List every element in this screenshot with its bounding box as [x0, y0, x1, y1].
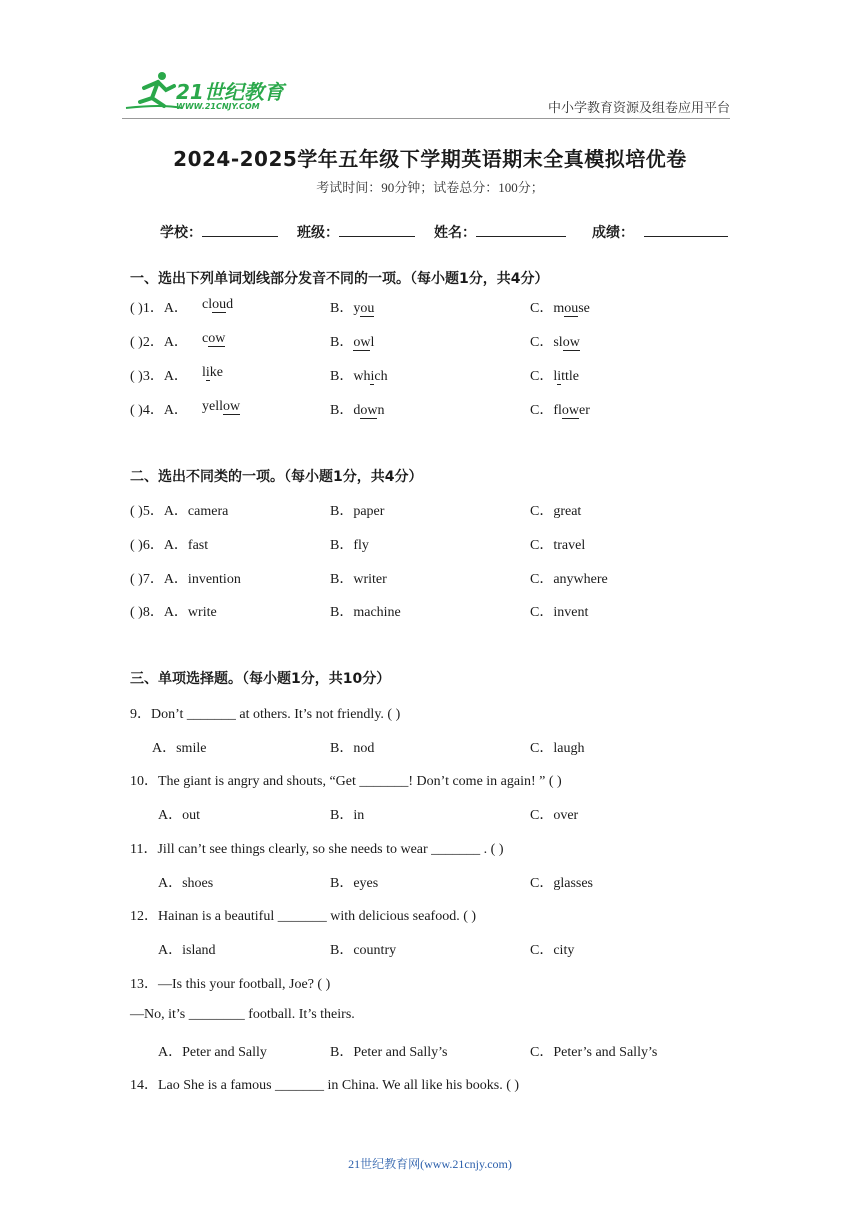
school-field: 学校： [160, 222, 278, 242]
exam-info: 考试时间：90分钟；试卷总分：100分； [316, 180, 544, 195]
options-row: A．island B．country C．city [158, 943, 575, 958]
options-row: A．smile B．nod C．laugh [152, 741, 585, 756]
logo-text: 21世纪教育 [176, 80, 284, 104]
question-stem: 10．The giant is angry and shouts, “Get _______! Don’t come in again! ” ( ) [130, 774, 562, 789]
section-1-heading: 一、选出下列单词划线部分发音不同的一项。（每小题1分，共4分） [130, 271, 549, 287]
class-field: 班级： [297, 222, 415, 242]
score-field: 成绩： [592, 222, 728, 242]
options-row: A．Peter and Sally B．Peter and Sally’s C．Peter’s and Sally’s [158, 1045, 658, 1060]
question-stem: 13．—Is this your football, Joe? ( ) [130, 977, 331, 992]
options-row: A．shoes B．eyes C．glasses [158, 876, 593, 891]
platform-name: 中小学教育资源及组卷应用平台 [547, 100, 730, 115]
options-row: A．out B．in C．over [158, 808, 579, 823]
question-stem: 9．Don’t _______ at others. It’s not friendly. ( ) [130, 707, 401, 722]
header-divider [122, 118, 730, 119]
question-stem: 12．Hainan is a beautiful _______ with delicious seafood. ( ) [130, 909, 477, 924]
page-title: 2024-2025学年五年级下学期英语期末全真模拟培优卷 [173, 147, 687, 171]
section-3-heading: 三、单项选择题。（每小题1分，共10分） [130, 671, 391, 687]
footer-link[interactable]: 21世纪教育网(www.21cnjy.com) [348, 1157, 512, 1171]
logo [122, 68, 292, 116]
logo-url: WWW.21CNJY.COM [176, 102, 260, 111]
question-stem: 14．Lao She is a famous _______ in China. We all like his books. ( ) [130, 1078, 520, 1093]
name-field: 姓名： [434, 222, 566, 242]
dialogue-line: —No, it’s ________ football. It’s theirs. [130, 1007, 355, 1022]
section-2-heading: 二、选出不同类的一项。（每小题1分，共4分） [130, 469, 423, 485]
question-stem: 11．Jill can’t see things clearly, so she needs to wear _______ . ( ) [130, 842, 504, 857]
